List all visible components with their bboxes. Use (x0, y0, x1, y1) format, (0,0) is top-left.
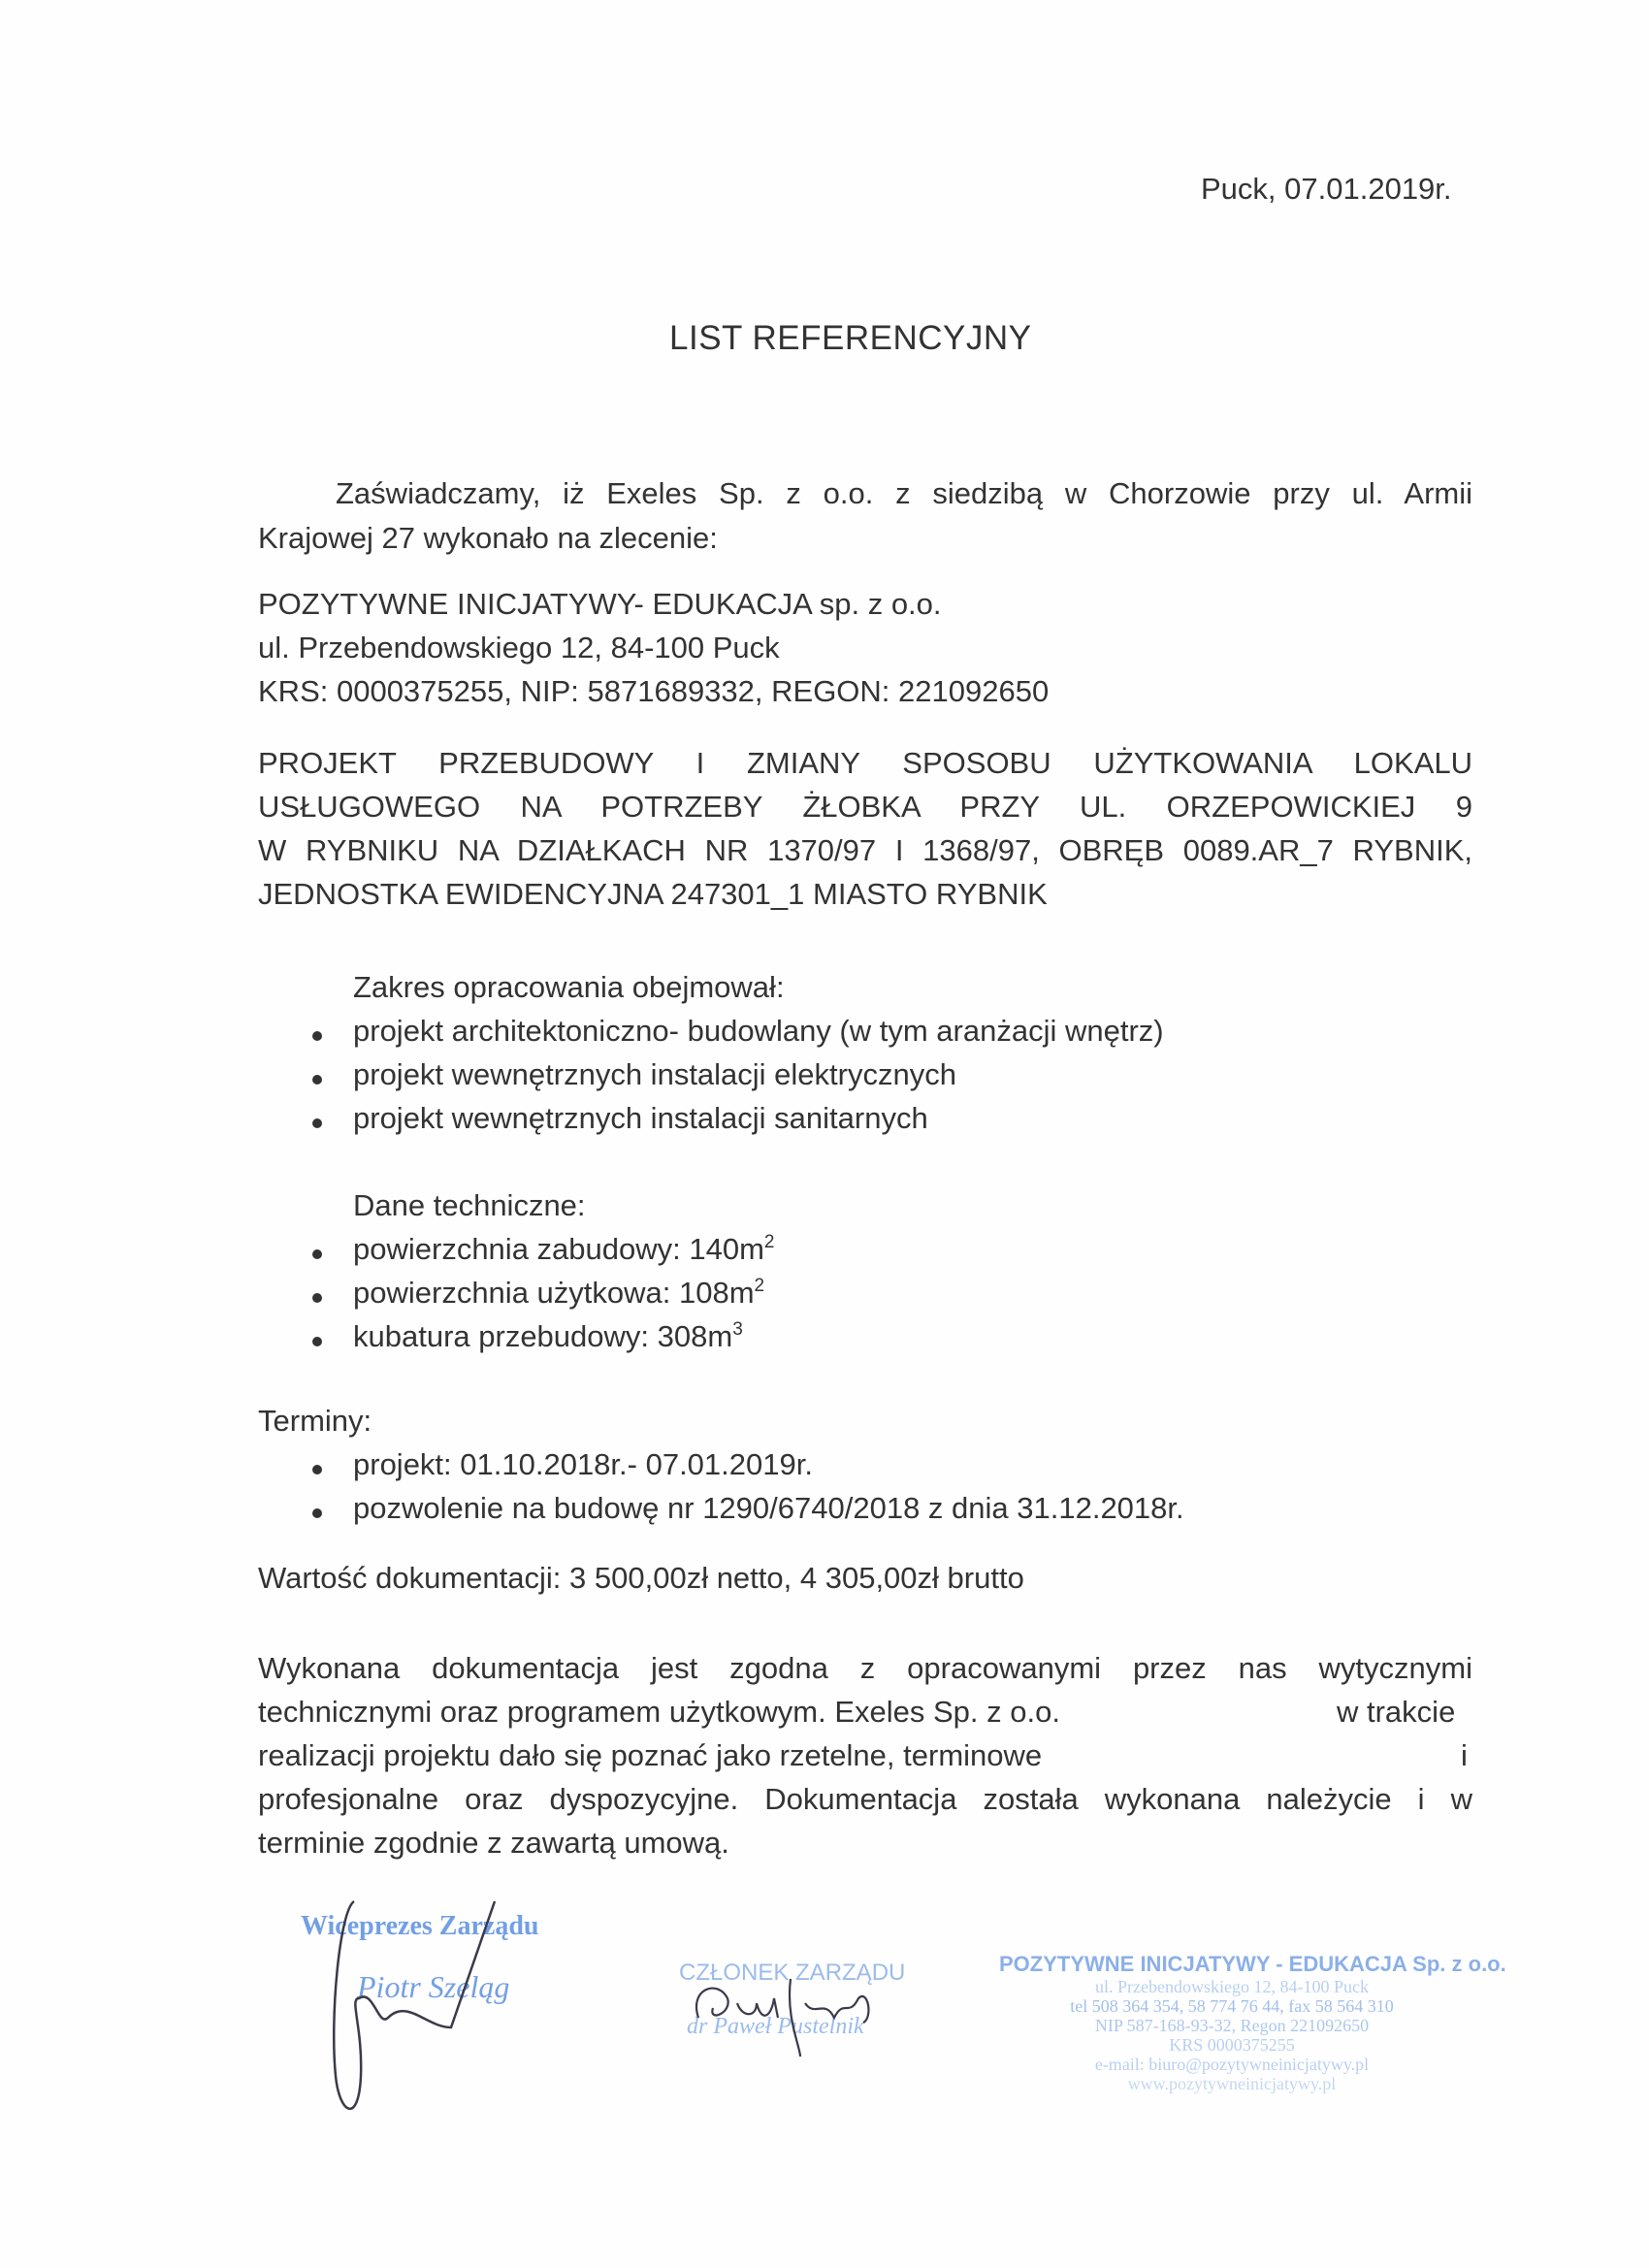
technical-item: kubatura przebudowy: $308m^3$ (353, 1319, 743, 1353)
stamp-address: ul. Przebendowskiego 12, 84-100 Puck (1095, 1977, 1369, 1996)
technical-item: powierzchnia użytkowa: $108m^2$ (353, 1276, 765, 1310)
stamp-krs: KRS 0000375255 (1169, 2035, 1295, 2055)
stamp-name: Piotr Szeląg (357, 1969, 510, 2004)
scope-item: projekt architektoniczno- budowlany (w tym aranżacji wnętrz) (353, 1014, 1164, 1048)
handwritten-signature-icon (330, 1882, 543, 2124)
stamp-company-name: POZYTYWNE INICJATYWY - EDUKACJA Sp. z o.o. (999, 1952, 1506, 1976)
stamp-nip-regon: NIP 587-168-93-32, Regon 221092650 (1094, 2016, 1370, 2035)
scope-heading: Zakres opracowania obejmował: (353, 970, 785, 1004)
company-stamp (999, 1952, 1506, 2093)
stamp-name: dr Paweł Pustelnik (687, 2014, 864, 2039)
client-name: POZYTYWNE INICJATYWY- EDUKACJA sp. z o.o. (258, 587, 942, 621)
client-address: ul. Przebendowskiego 12, 84-100 Puck (258, 631, 780, 664)
stamp-email: e-mail: biuro@pozytywneinicjatywy.pl (1094, 2055, 1370, 2074)
closing-line-5: terminie zgodnie z zawartą umową. (258, 1826, 729, 1860)
project-line-1: PROJEKT PRZEBUDOWY I ZMIANY SPOSOBU UŻYTKOWANIA LOKALU (258, 746, 1472, 780)
place-date: Puck, 07.01.2019r. (1201, 172, 1452, 206)
technical-item: powierzchnia zabudowy: $140m^2$ (353, 1232, 775, 1266)
terms-heading: Terminy: (258, 1404, 372, 1438)
client-ids: KRS: 0000375255, NIP: 5871689332, REGON: 221092650 (258, 674, 1050, 708)
closing-line-1: Wykonana dokumentacja jest zgodna z opracowanymi przez nas wytycznymi (258, 1651, 1472, 1685)
stamp-role: CZŁONEK ZARZĄDU (679, 1960, 906, 1986)
stamp-phone: tel 508 364 354, 58 774 76 44, fax 58 564 310 (1070, 1996, 1394, 2016)
handwritten-signature-icon (679, 1960, 902, 2066)
bullet-icon (312, 1465, 322, 1474)
project-line-3: W RYBNIKU NA DZIAŁKACH NR 1370/97 I 1368/97, OBRĘB 0089.AR_7 RYBNIK, (258, 833, 1472, 867)
project-line-2: USŁUGOWEGO NA POTRZEBY ŻŁOBKA PRZY UL. ORZEPOWICKIEJ 9 (258, 790, 1472, 824)
terms-item: projekt: 01.10.2018r.- 07.01.2019r. (353, 1447, 813, 1481)
closing-line-3: realizacji projektu dało się poznać jako rzetelne, terminowe (258, 1738, 1043, 1772)
bullet-icon (312, 1031, 322, 1041)
intro-line-1: Zaświadczamy, iż Exeles Sp. z o.o. z siedzibą w Chorzowie przy ul. Armii (336, 476, 1472, 510)
closing-line-2-right: w trakcie (1337, 1695, 1456, 1729)
terms-item: pozwolenie na budowę nr 1290/6740/2018 z dnia 31.12.2018r. (353, 1491, 1184, 1525)
bullet-icon (312, 1508, 322, 1518)
stamp-www: www.pozytywneinicjatywy.pl (1127, 2074, 1337, 2093)
bullet-icon (312, 1075, 322, 1085)
technical-heading: Dane techniczne: (353, 1188, 586, 1222)
documentation-value: Wartość dokumentacji: 3 500,00zł netto, 4 305,00zł brutto (258, 1561, 1024, 1595)
closing-line-2: technicznymi oraz programem użytkowym. Exeles Sp. z o.o. (258, 1695, 1060, 1729)
stamp-role: Wiceprezes Zarządu (301, 1911, 539, 1941)
scope-item: projekt wewnętrznych instalacji sanitarnych (353, 1101, 928, 1135)
scope-item: projekt wewnętrznych instalacji elektrycznych (353, 1057, 956, 1091)
closing-line-3-right: i (1461, 1738, 1468, 1772)
bullet-icon (312, 1293, 322, 1303)
intro-line-2: Krajowej 27 wykonało na zlecenie: (258, 521, 718, 555)
project-line-4: JEDNOSTKA EWIDENCYJNA 247301_1 MIASTO RYBNIK (258, 877, 1048, 911)
bullet-icon (312, 1249, 322, 1259)
closing-line-4: profesjonalne oraz dyspozycyjne. Dokumentacja została wykonana należycie i w (258, 1782, 1472, 1816)
bullet-icon (312, 1337, 322, 1346)
bullet-icon (312, 1118, 322, 1128)
document-title: LIST REFERENCYJNY (669, 319, 1032, 357)
